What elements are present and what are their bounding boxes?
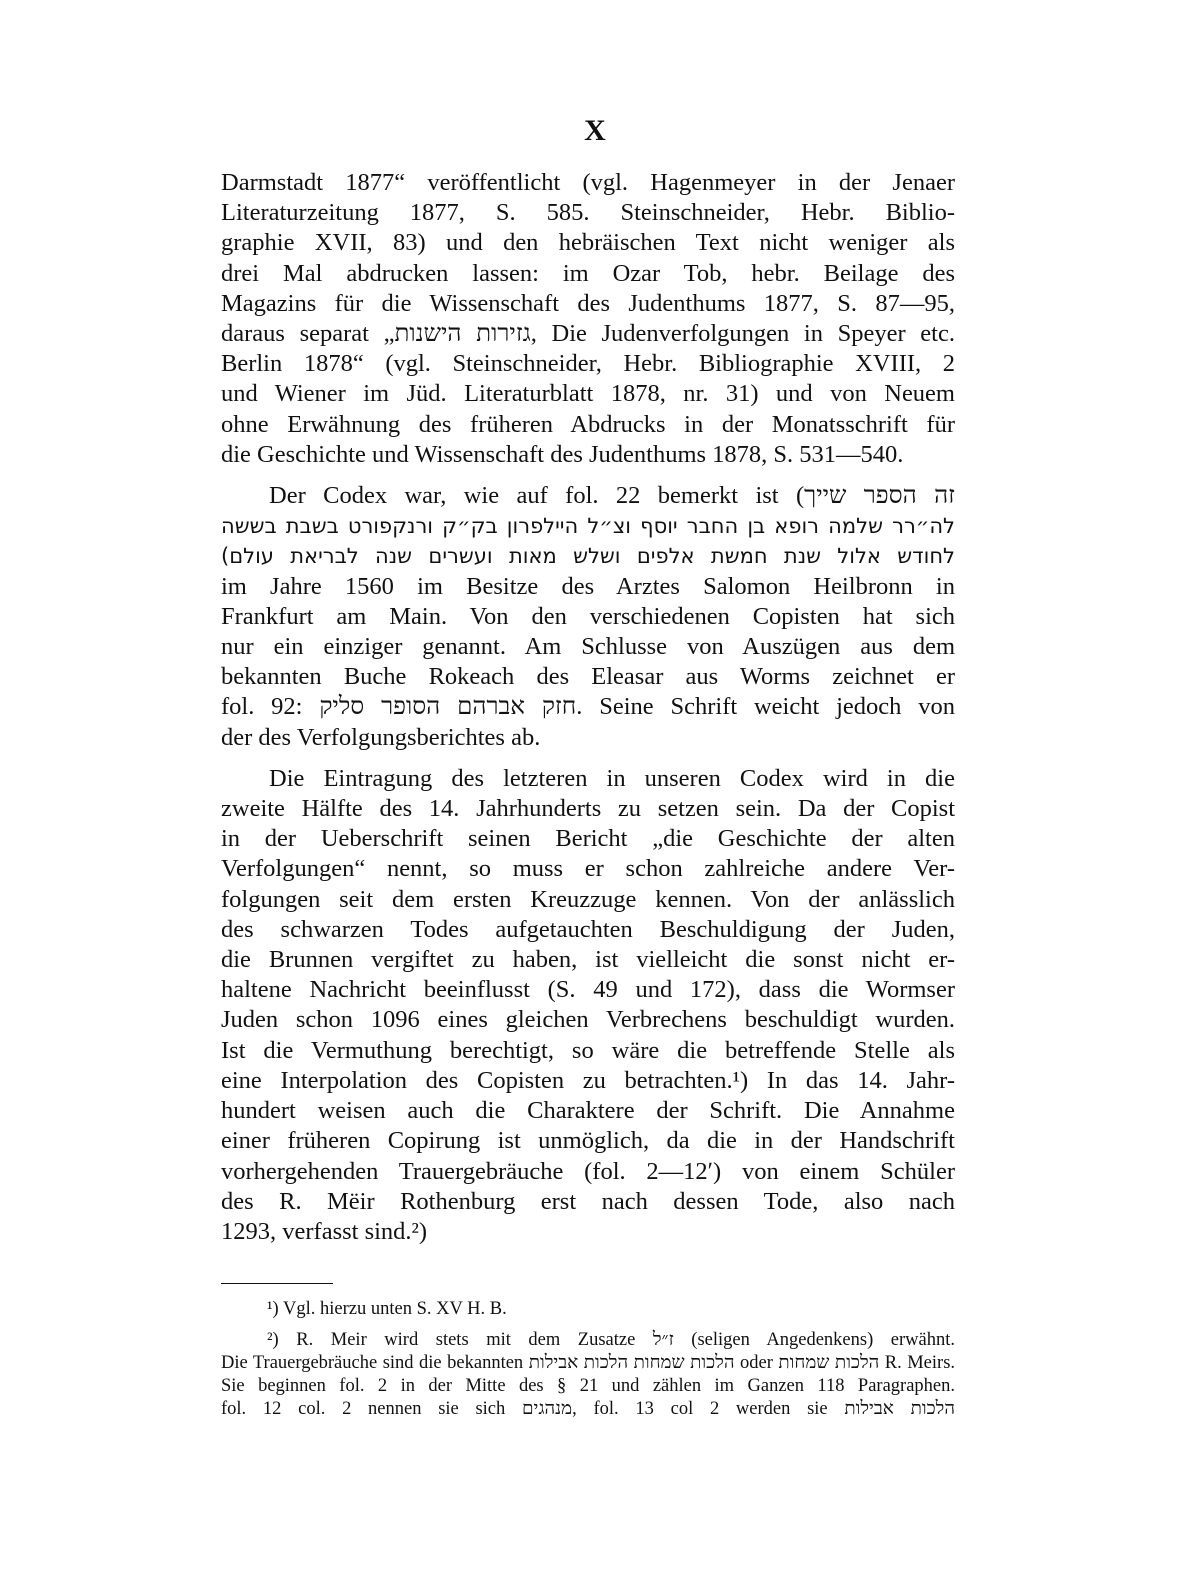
text-line: Ist die Vermuthung berechtigt, so wäre die betreffende Stelle als [221, 1036, 955, 1064]
text-line: ohne Erwähnung des früheren Abdrucks in der Monatsschrift für [221, 410, 955, 438]
text-line: in der Ueberschrift seinen Bericht „die Geschichte der alten [221, 825, 955, 853]
text-line: graphie XVII, 83) und den hebräischen Text nicht weniger als [221, 229, 955, 257]
text-line: Verfolgungen“ nennt, so muss er schon zahlreiche andere Ver- [221, 855, 955, 883]
text-line: und Wiener im Jüd. Literaturblatt 1878, nr. 31) und von Neuem [221, 380, 955, 408]
text-line: haltene Nachricht beeinflusst (S. 49 und 172), dass die Wormser [221, 976, 955, 1004]
footnote-line: ¹) Vgl. hierzu unten S. XV H. B. [267, 1299, 507, 1319]
hebrew-line: לחודש אלול שנת חמשת אלפים ושלש מאות ועשרים שנה לבריאת עולם) [221, 544, 955, 569]
text-line: Juden schon 1096 eines gleichen Verbrechens beschuldigt wurden. [221, 1006, 955, 1034]
text-line: Berlin 1878“ (vgl. Steinschneider, Hebr. Bibliographie XVIII, 2 [221, 350, 955, 378]
text-line: vorhergehenden Trauergebräuche (fol. 2—12ʹ) von einem Schüler [221, 1157, 955, 1185]
paragraph-1 [221, 168, 955, 470]
text-line: daraus separat „גזירות הישנות, Die Judenverfolgungen in Speyer etc. [221, 320, 955, 348]
text-line: Darmstadt 1877“ veröffentlicht (vgl. Hagenmeyer in der Jenaer [221, 169, 955, 196]
footnote-line: Sie beginnen fol. 2 in der Mitte des § 21 und zählen im Ganzen 118 Paragraphen. [221, 1376, 955, 1396]
footnote-line: Die Trauergebräuche sind die bekannten הלכות שמחות הלכות אבילות oder הלכות שמחות R. Meirs. [221, 1353, 955, 1373]
footnote-line: ²) R. Meir wird stets mit dem Zusatze ז״ל (seligen Angedenkens) erwähnt. [267, 1330, 955, 1350]
text-line: bekannten Buche Rokeach des Eleasar aus Worms zeichnet er [221, 663, 955, 691]
text-line: drei Mal abdrucken lassen: im Ozar Tob, hebr. Beilage des [221, 259, 955, 287]
text-line: Magazins für die Wissenschaft des Judenthums 1877, S. 87—95, [221, 289, 955, 317]
text-line: Frankfurt am Main. Von den verschiedenen Copisten hat sich [221, 602, 955, 630]
text-line: 1293, verfasst sind.²) [221, 1217, 428, 1245]
footnote-separator [221, 1283, 333, 1284]
footnotes [221, 1298, 955, 1421]
text-line: im Jahre 1560 im Besitze des Arztes Salomon Heilbronn in [221, 572, 955, 600]
text-line: des R. Mëir Rothenburg erst nach dessen Tode, also nach [221, 1187, 955, 1215]
text-line: des schwarzen Todes aufgetauchten Beschuldigung der Juden, [221, 915, 955, 943]
text-line: die Geschichte und Wissenschaft des Judenthums 1878, S. 531—540. [221, 440, 904, 468]
text-line: hundert weisen auch die Charaktere der Schrift. Die Annahme [221, 1097, 955, 1125]
text-line: Literaturzeitung 1877, S. 585. Steinschneider, Hebr. Biblio- [221, 199, 955, 227]
text-line: die Brunnen vergiftet zu haben, ist vielleicht die sonst nicht er- [221, 946, 955, 974]
paragraph-2 [221, 481, 955, 753]
text-line: fol. 92: חזק אברהם הסופר סליק. Seine Schrift weicht jedoch von [221, 693, 955, 721]
text-line: der des Verfolgungsberichtes ab. [221, 723, 541, 751]
text-line: Die Eintragung des letzteren in unseren Codex wird in die [269, 764, 955, 792]
body-text [221, 168, 955, 1247]
text-line: nur ein einziger genannt. Am Schlusse von Auszügen aus dem [221, 633, 955, 661]
footnote-line: fol. 12 col. 2 nennen sie sich מנהגים, fol. 13 col 2 werden sie הלכות אבילות [221, 1399, 955, 1419]
footnote-2 [221, 1329, 955, 1421]
page-number: X [584, 114, 607, 147]
text-line: zweite Hälfte des 14. Jahrhunderts zu setzen sein. Da der Copist [221, 795, 955, 823]
paragraph-3 [221, 764, 955, 1247]
text-line: einer früheren Copirung ist unmöglich, da die in der Handschrift [221, 1127, 955, 1155]
footnote-1 [221, 1298, 955, 1321]
hebrew-line: לה״רר שלמה רופא בן החבר יוסף וצ״ל היילפרון בק״ק ורנקפורט בשבת בששה [221, 514, 955, 539]
text-line: eine Interpolation des Copisten zu betrachten.¹) In das 14. Jahr- [221, 1066, 955, 1094]
text-line: folgungen seit dem ersten Kreuzzuge kennen. Von der anlässlich [221, 885, 955, 913]
text-line: Der Codex war, wie auf fol. 22 bemerkt ist (זה הספר שייך [269, 482, 955, 510]
